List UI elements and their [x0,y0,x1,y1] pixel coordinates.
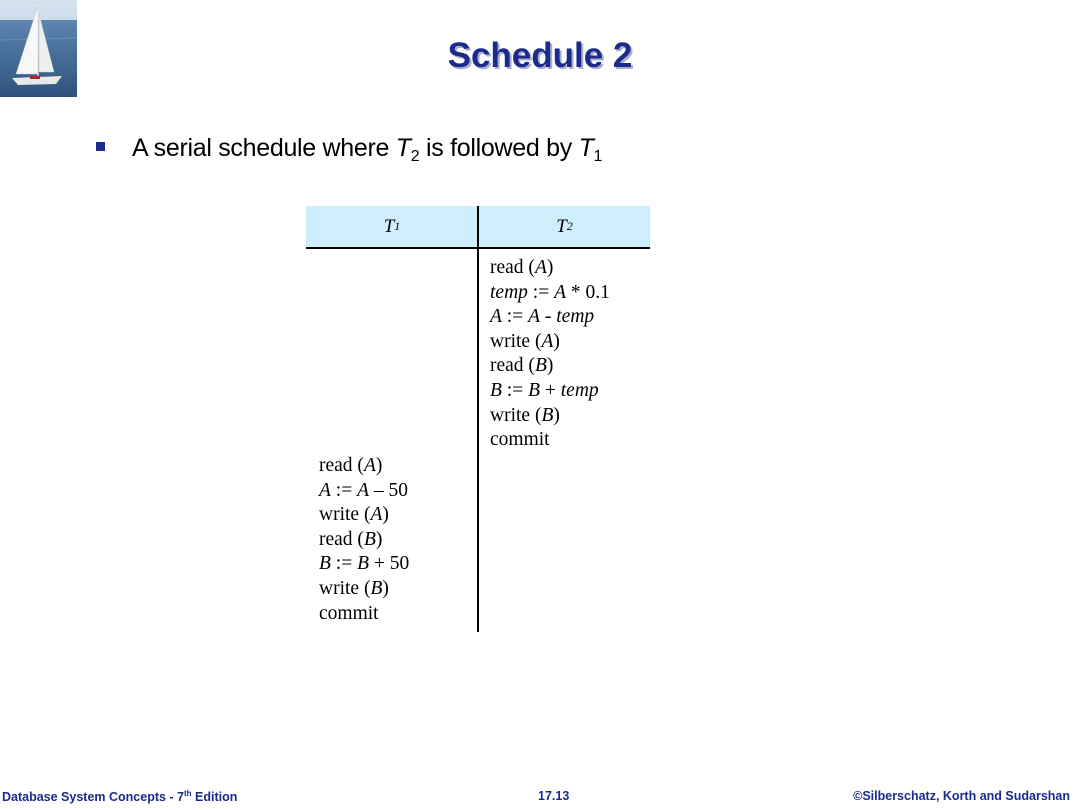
operation-line: write (A) [319,504,389,526]
operation-line: B := B + 50 [319,553,410,575]
footer-page-number: 17.13 [538,789,570,803]
operation-line: B := B + temp [490,379,599,401]
t1-operations [319,454,409,626]
operation-line: A := A - temp [490,306,595,328]
operation-line: read (A) [490,257,554,278]
bullet-text: A serial schedule where $T_2$ is followed by $T_1$ [132,134,603,165]
operation-line: temp := A * 0.1 [490,281,610,303]
square-bullet-icon [96,142,105,151]
operation-line: commit [490,429,550,451]
slide-title: Schedule 2 [447,36,633,75]
column-divider [477,206,479,632]
t2-operations [490,256,610,453]
bullet-point [96,134,602,166]
column-header-t2: T 2 [479,206,650,247]
operation-line: A := A – 50 [319,479,409,501]
operation-line: read (B) [490,355,554,377]
operation-line: commit [319,602,379,624]
column-header-t1: T 1 [306,206,478,247]
operation-line: read (A) [319,455,383,476]
schedule-table [306,206,650,632]
operation-line: write (A) [490,330,560,352]
operation-line: read (B) [319,528,383,550]
operation-line: write (B) [319,577,389,599]
footer-book-title: Database System Concepts - 7th Edition [2,789,238,805]
operation-line: write (B) [490,404,560,426]
footer-copyright: ©Silberschatz, Korth and Sudarshan [853,789,1070,803]
